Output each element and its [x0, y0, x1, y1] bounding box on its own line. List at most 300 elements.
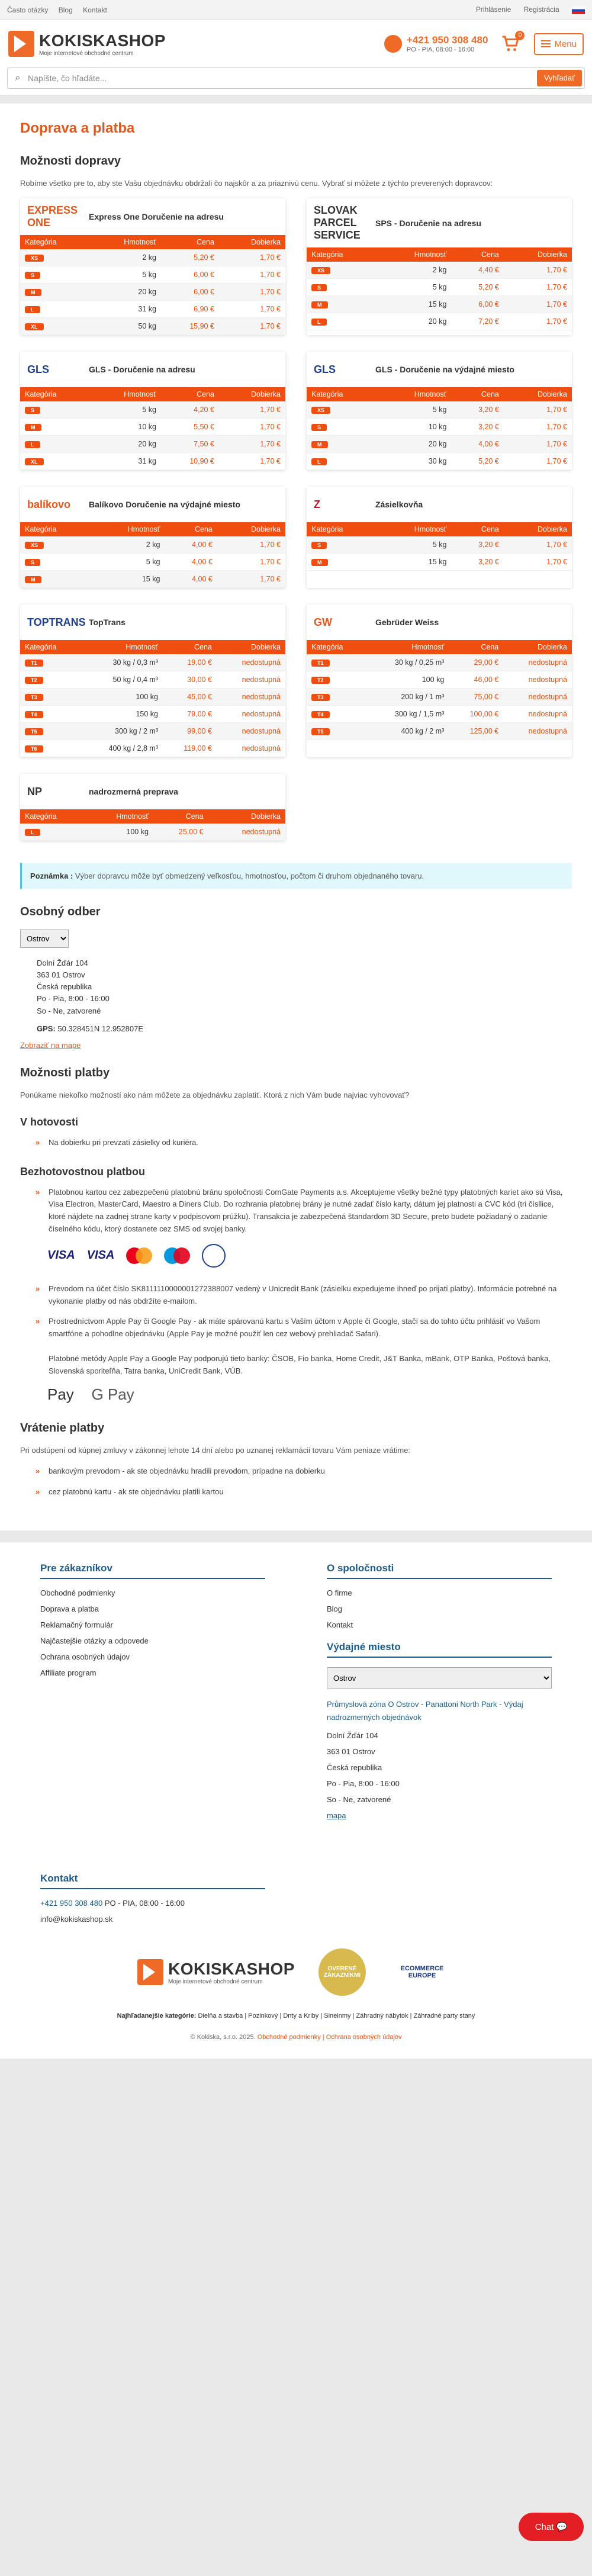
- price-cell: 25,00 €: [178, 828, 204, 836]
- cod-cell: nedostupná: [242, 828, 281, 836]
- ecommerce-europe-badge[interactable]: ECOMMERCE EUROPE: [400, 1965, 444, 1979]
- table-cell: [503, 654, 572, 671]
- table-cell: [451, 313, 503, 330]
- column-header: Hmotnosť: [90, 235, 161, 249]
- hamburger-icon: [541, 40, 551, 47]
- cod-cell: 1,70 €: [546, 558, 567, 566]
- table-cell: [90, 419, 161, 436]
- weight-cell: 200 kg / 1 m³: [401, 693, 445, 701]
- table-cell: [217, 554, 285, 571]
- pickup-heading: Osobný odber: [20, 905, 101, 918]
- weight-cell: 10 kg: [138, 423, 156, 431]
- price-cell: 3,20 €: [478, 558, 499, 566]
- carrier-price-table: [307, 640, 572, 740]
- column-header: Dobierka: [504, 522, 572, 536]
- table-cell: [20, 536, 92, 554]
- table-cell: [90, 301, 161, 318]
- cod-cell: 1,70 €: [260, 541, 281, 549]
- weight-cell: 20 kg: [138, 288, 156, 296]
- table-cell: [504, 401, 572, 419]
- footer-link[interactable]: Kontakt: [327, 1620, 353, 1629]
- table-cell: [161, 453, 219, 470]
- footer-link[interactable]: Reklamačný formulár: [40, 1620, 113, 1629]
- table-cell: [449, 654, 503, 671]
- table-row: [20, 706, 285, 723]
- table-cell: [20, 436, 90, 453]
- top-link-faq[interactable]: Často otázky: [7, 5, 49, 14]
- weight-cell: 5 kg: [432, 283, 447, 291]
- table-row: [20, 554, 285, 571]
- payment-lead: Ponúkame niekoľko možností ako nám môžete za objednávku zaplatiť. Ktorá z nich Vám bude najviac vyhovovať?: [20, 1090, 410, 1099]
- language-flag-icon[interactable]: [572, 7, 585, 14]
- category-tag: T5: [25, 728, 43, 735]
- carrier-logo-icon: balíkovo: [27, 498, 71, 510]
- cart-count-badge: 0: [515, 31, 525, 40]
- category-tag: T5: [311, 728, 330, 735]
- table-cell: [161, 284, 219, 301]
- table-cell: [219, 301, 285, 318]
- table-cell: [503, 723, 572, 740]
- table-cell: [161, 266, 219, 284]
- table-cell: [378, 262, 451, 279]
- carrier-name: Gebrüder Weiss: [375, 618, 439, 627]
- table-cell: [90, 284, 161, 301]
- footer-link[interactable]: O firme: [327, 1588, 352, 1597]
- search-icon: ⌕: [15, 73, 21, 83]
- login-link[interactable]: Prihlásenie: [475, 5, 511, 14]
- table-cell: [307, 654, 365, 671]
- cod-cell: 1,70 €: [260, 423, 281, 431]
- weight-cell: 5 kg: [432, 406, 447, 414]
- table-row: [307, 554, 572, 571]
- table-cell: [20, 689, 79, 706]
- column-header: Cena: [153, 809, 208, 824]
- category-tag: T4: [25, 711, 43, 718]
- table-cell: [307, 706, 365, 723]
- table-cell: [307, 313, 378, 330]
- price-cell: 99,00 €: [187, 727, 212, 735]
- price-cell: 4,00 €: [192, 541, 213, 549]
- cod-cell: 1,70 €: [546, 423, 567, 431]
- price-cell: 5,20 €: [478, 457, 499, 465]
- cod-cell: 1,70 €: [260, 322, 281, 330]
- weight-cell: 20 kg: [428, 317, 447, 326]
- column-header: Kategória: [20, 522, 92, 536]
- table-cell: [161, 301, 219, 318]
- table-cell: [451, 401, 503, 419]
- diners-club-icon: [202, 1244, 226, 1268]
- table-cell: [378, 279, 451, 296]
- table-cell: [307, 671, 365, 689]
- price-cell: 3,20 €: [478, 541, 499, 549]
- carrier-price-table: [307, 522, 572, 571]
- category-tag: XS: [311, 407, 330, 414]
- footer-link[interactable]: Blog: [327, 1604, 343, 1613]
- pickup-line: Po - Pia, 8:00 - 16:00: [37, 994, 110, 1004]
- table-cell: [20, 301, 90, 318]
- table-cell: [451, 536, 503, 554]
- footer-pickup-select[interactable]: [327, 1667, 552, 1689]
- footer-pickup-line: So - Ne, zatvorené: [327, 1795, 391, 1805]
- category-tag: S: [311, 424, 327, 431]
- table-cell: [504, 313, 572, 330]
- weight-cell: 5 kg: [142, 406, 156, 414]
- table-row: [307, 279, 572, 296]
- table-cell: [163, 671, 217, 689]
- carrier-logo-icon: Z: [314, 498, 320, 510]
- pickup-address: [37, 957, 572, 1035]
- column-header: Cena: [451, 387, 503, 401]
- opening-hours: PO - PIA, 08:00 - 16:00: [406, 46, 475, 53]
- category-tag: L: [25, 829, 40, 836]
- carrier-card: [307, 198, 572, 335]
- payment-heading: Možnosti platby: [20, 1066, 110, 1079]
- weight-cell: 15 kg: [428, 300, 447, 308]
- table-cell: [307, 279, 378, 296]
- price-cell: 15,90 €: [189, 322, 214, 330]
- weight-cell: 150 kg: [136, 710, 158, 718]
- table-cell: [219, 419, 285, 436]
- carrier-price-table: [20, 387, 285, 470]
- table-row: [307, 262, 572, 279]
- price-cell: 5,20 €: [194, 253, 214, 262]
- table-row: [307, 436, 572, 453]
- weight-cell: 5 kg: [432, 541, 447, 549]
- category-tag: T2: [25, 677, 43, 684]
- column-header: Dobierka: [219, 235, 285, 249]
- table-cell: [163, 654, 217, 671]
- top-link-contact[interactable]: Kontakt: [83, 5, 107, 14]
- price-cell: 5,50 €: [194, 423, 214, 431]
- weight-cell: 31 kg: [138, 305, 156, 313]
- table-cell: [163, 706, 217, 723]
- footer-map-link[interactable]: mapa: [327, 1811, 346, 1821]
- footer: [0, 1542, 592, 2059]
- table-row: [20, 571, 285, 588]
- note-text: Výber dopravcu môže byť obmedzený veľkosťou, hmotnosťou, počtom či druhom objednaného tovaru.: [75, 871, 424, 880]
- table-row: [20, 654, 285, 671]
- table-cell: [307, 401, 378, 419]
- table-row: [20, 318, 285, 335]
- show-map-link[interactable]: Zobraziť na mape: [20, 1040, 81, 1050]
- cod-cell: nedostupná: [528, 693, 567, 701]
- footer-logo[interactable]: [137, 1959, 295, 1985]
- table-cell: [365, 671, 449, 689]
- table-cell: [503, 671, 572, 689]
- column-header: Hmotnosť: [365, 640, 449, 654]
- mastercard-icon: [126, 1247, 152, 1264]
- cod-cell: 1,70 €: [260, 253, 281, 262]
- phone-icon: [384, 35, 402, 53]
- table-cell: [163, 689, 217, 706]
- column-header: Cena: [451, 247, 503, 262]
- column-header: Kategória: [20, 387, 90, 401]
- main-content: [0, 104, 592, 1530]
- carrier-card: [20, 604, 285, 757]
- footer-logo-sub: Moje internetové obchodné centrum: [168, 1978, 263, 1985]
- cod-cell: nedostupná: [242, 710, 281, 718]
- table-cell: [217, 723, 285, 740]
- cod-cell: 1,70 €: [260, 558, 281, 566]
- table-cell: [217, 706, 285, 723]
- column-header: Dobierka: [219, 387, 285, 401]
- bank-transfer-item: » Prevodom na účet číslo SK8111110000001272388007 vedený v Unicredit Bank (zásielku expedujeme ihneď po prijatí platby). Informácie potrebné na vykonanie platby od nás obdržíte e-mailom.: [36, 1283, 572, 1308]
- table-row: [20, 536, 285, 554]
- table-cell: [92, 554, 165, 571]
- top-link-blog[interactable]: Blog: [58, 5, 73, 14]
- table-cell: [163, 740, 217, 757]
- gps-value: 50.328451N 12.952807E: [57, 1024, 143, 1033]
- table-cell: [79, 723, 163, 740]
- price-cell: 4,40 €: [478, 266, 499, 274]
- apple-google-pay-item: » Prostredníctvom Apple Pay či Google Pay - ak máte spárovanú kartu s Vaším účtom v Apple či Google, stačí sa do tohto účtu prihlásiť vo Vašom smartfóne a pohodlne objednávku (Apple Pay je možné použiť len cez webový prehliadač Safari). Platobné metódy Apple Pay a Google Pay podporujú tieto banky: ČSOB, Fio banka, Home Credit, J&T Banka, mBank, OTP Banka, Poštová banka, Slovenská sporiteľňa, Tatra banka, UniCredit Bank, VÚB.: [36, 1316, 572, 1377]
- carrier-price-table: [307, 247, 572, 330]
- table-cell: [451, 453, 503, 470]
- cod-cell: nedostupná: [528, 676, 567, 684]
- weight-cell: 100 kg: [136, 693, 158, 701]
- weight-cell: 30 kg / 0,25 m³: [394, 658, 445, 667]
- carrier-name: SPS - Doručenie na adresu: [375, 218, 481, 228]
- top-searches-links[interactable]: Dielňa a stavba | Pozinkový | Dnty a Kriby | Sineinmy | Záhradný nábytok | Záhradné party stany: [198, 2012, 475, 2019]
- table-cell: [217, 654, 285, 671]
- table-cell: [217, 689, 285, 706]
- table-row: [20, 824, 285, 841]
- cod-cell: 1,70 €: [260, 457, 281, 465]
- cod-cell: 1,70 €: [260, 305, 281, 313]
- category-tag: M: [25, 424, 41, 431]
- footer-link[interactable]: Najčastejšie otázky a odpovede: [40, 1636, 149, 1645]
- table-cell: [165, 554, 217, 571]
- carrier-card: [20, 352, 285, 470]
- price-cell: 3,20 €: [478, 406, 499, 414]
- cod-cell: nedostupná: [242, 744, 281, 752]
- table-cell: [378, 453, 451, 470]
- column-header: Hmotnosť: [378, 247, 451, 262]
- carrier-grid: [20, 198, 572, 857]
- cash-heading: V hotovosti: [20, 1115, 78, 1128]
- table-cell: [503, 689, 572, 706]
- cod-cell: 1,70 €: [260, 288, 281, 296]
- table-row: [20, 740, 285, 757]
- table-row: [20, 266, 285, 284]
- carrier-name: nadrozmerná preprava: [89, 787, 178, 796]
- column-header: Hmotnosť: [86, 809, 153, 824]
- refund-item: » cez platobnú kartu - ak ste objednávku platili kartou: [36, 1486, 572, 1498]
- table-cell: [449, 723, 503, 740]
- carrier-name: Zásielkovňa: [375, 500, 423, 509]
- category-tag: M: [311, 301, 328, 308]
- logo-mark-icon: [8, 31, 34, 57]
- carrier-header: [20, 774, 285, 809]
- price-cell: 3,20 €: [478, 423, 499, 431]
- category-tag: XS: [25, 255, 44, 262]
- carrier-logo-icon: GLS: [27, 363, 50, 375]
- chat-label: Chat: [535, 2522, 554, 2532]
- category-tag: XS: [311, 267, 330, 274]
- pickup-select[interactable]: [20, 930, 69, 948]
- table-cell: [208, 824, 286, 841]
- table-cell: [161, 318, 219, 335]
- phone-number[interactable]: +421 950 308 480: [406, 34, 488, 46]
- table-cell: [217, 571, 285, 588]
- table-row: [20, 436, 285, 453]
- carrier-card: [307, 604, 572, 757]
- table-cell: [504, 436, 572, 453]
- category-tag: M: [25, 576, 41, 583]
- logo-mark-icon: [137, 1959, 163, 1985]
- footer-email[interactable]: info@kokiskashop.sk: [40, 1915, 113, 1924]
- table-cell: [451, 262, 503, 279]
- table-cell: [79, 654, 163, 671]
- apple-pay-icon: Pay: [47, 1385, 74, 1404]
- cashless-heading: Bezhotovostnou platbou: [20, 1165, 145, 1178]
- table-cell: [20, 401, 90, 419]
- footer-pickup-line: Česká republika: [327, 1763, 382, 1773]
- table-cell: [504, 419, 572, 436]
- table-cell: [217, 671, 285, 689]
- category-tag: L: [25, 306, 40, 313]
- table-cell: [90, 266, 161, 284]
- carrier-header: [20, 604, 285, 640]
- weight-cell: 2 kg: [432, 266, 447, 274]
- table-row: [307, 671, 572, 689]
- cod-cell: nedostupná: [242, 693, 281, 701]
- delivery-heading: Možnosti dopravy: [20, 155, 121, 168]
- table-cell: [365, 723, 449, 740]
- cod-cell: 1,70 €: [260, 271, 281, 279]
- table-row: [20, 671, 285, 689]
- logo-subtitle: Moje internetové obchodné centrum: [39, 50, 134, 57]
- register-link[interactable]: Registrácia: [523, 5, 559, 14]
- footer-pickup-heading: Výdajné miesto: [327, 1641, 552, 1658]
- table-row: [307, 536, 572, 554]
- legal-links[interactable]: Obchodné podmienky | Ochrana osobných údajov: [257, 2034, 402, 2041]
- cart-button[interactable]: [500, 33, 523, 54]
- footer-phone[interactable]: +421 950 308 480: [40, 1899, 103, 1908]
- weight-cell: 20 kg: [428, 440, 447, 448]
- cod-cell: nedostupná: [242, 676, 281, 684]
- chat-button[interactable]: [519, 2513, 584, 2541]
- table-cell: [504, 453, 572, 470]
- verified-badge[interactable]: OVERENÉ ZÁKAZNÍKMI: [318, 1948, 366, 1996]
- footer-customers-heading: Pre zákazníkov: [40, 1562, 265, 1579]
- table-cell: [449, 706, 503, 723]
- weight-cell: 50 kg / 0,4 m³: [112, 676, 158, 684]
- table-row: [307, 689, 572, 706]
- supported-banks: Platobné metódy Apple Pay a Google Pay podporujú tieto banky: ČSOB, Fio banka, Home Credit, J&T Banka, mBank, OTP Banka, Poštová banka, Slovenská sporiteľňa, Tatra banka, UniCredit Bank, VÚB.: [49, 1353, 551, 1375]
- footer-link[interactable]: Affiliate program: [40, 1668, 96, 1677]
- visa-icon: VISA: [47, 1249, 75, 1262]
- category-tag: M: [25, 289, 41, 296]
- table-cell: [92, 571, 165, 588]
- category-tag: S: [25, 272, 40, 279]
- price-cell: 119,00 €: [184, 744, 212, 752]
- category-tag: T1: [311, 660, 330, 667]
- cash-item: » Na dobierku pri prevzatí zásielky od kuriéra.: [36, 1137, 572, 1149]
- search-bar: [0, 67, 592, 95]
- footer-pickup-line: 363 01 Ostrov: [327, 1747, 375, 1757]
- table-cell: [79, 671, 163, 689]
- column-header: Dobierka: [504, 387, 572, 401]
- logo[interactable]: [8, 31, 166, 57]
- cod-cell: 1,70 €: [546, 266, 567, 274]
- column-header: Dobierka: [217, 522, 285, 536]
- carrier-name: Balíkovo Doručenie na výdajné miesto: [89, 500, 240, 509]
- pickup-line: Dolní Žďár 104: [37, 959, 88, 967]
- price-cell: 19,00 €: [187, 658, 212, 667]
- category-tag: L: [311, 458, 327, 465]
- category-tag: XL: [25, 458, 44, 465]
- cod-cell: nedostupná: [242, 658, 281, 667]
- refund-lead: Pri odstúpení od kúpnej zmluvy v zákonnej lehote 14 dní alebo po uznanej reklamácii tovaru Vám peniaze vrátime:: [20, 1446, 411, 1455]
- cod-cell: 1,70 €: [260, 406, 281, 414]
- cod-cell: 1,70 €: [546, 283, 567, 291]
- category-tag: XS: [25, 542, 44, 549]
- table-row: [20, 689, 285, 706]
- weight-cell: 30 kg / 0,3 m³: [112, 658, 158, 667]
- footer-link[interactable]: Ochrana osobných údajov: [40, 1652, 130, 1661]
- logo-title: KOKISKASHOP: [39, 31, 166, 50]
- column-header: Kategória: [20, 640, 79, 654]
- footer-logo-title: KOKISKASHOP: [168, 1959, 295, 1978]
- table-cell: [378, 419, 451, 436]
- refund-item: » bankovým prevodom - ak ste objednávku hradili prevodom, prípadne na dobierku: [36, 1465, 572, 1478]
- carrier-header: [307, 352, 572, 387]
- weight-cell: 5 kg: [142, 271, 156, 279]
- search-button[interactable]: Vyhľadať: [537, 70, 582, 86]
- cod-cell: nedostupná: [242, 727, 281, 735]
- column-header: Cena: [449, 640, 503, 654]
- category-tag: L: [25, 441, 40, 448]
- table-row: [20, 453, 285, 470]
- category-tag: M: [311, 559, 328, 566]
- table-cell: [90, 436, 161, 453]
- table-cell: [307, 723, 365, 740]
- table-cell: [449, 689, 503, 706]
- table-cell: [20, 419, 90, 436]
- table-cell: [219, 284, 285, 301]
- table-cell: [20, 554, 92, 571]
- menu-label: Menu: [554, 38, 577, 49]
- table-cell: [161, 436, 219, 453]
- category-tag: T1: [25, 660, 43, 667]
- table-cell: [219, 318, 285, 335]
- category-tag: T3: [25, 694, 43, 701]
- price-cell: 10,90 €: [189, 457, 214, 465]
- column-header: Hmotnosť: [92, 522, 165, 536]
- footer-link[interactable]: Obchodné podmienky: [40, 1588, 115, 1597]
- carrier-card: [20, 487, 285, 588]
- cod-cell: 1,70 €: [546, 440, 567, 448]
- footer-hours: PO - PIA, 08:00 - 16:00: [104, 1899, 185, 1908]
- table-cell: [90, 249, 161, 266]
- note-label: Poznámka :: [30, 871, 73, 880]
- carrier-card: [20, 774, 285, 841]
- carrier-price-table: [307, 387, 572, 470]
- menu-button[interactable]: [534, 33, 584, 55]
- search-input[interactable]: Napíšte, čo hľadáte...: [28, 73, 107, 83]
- column-header: Dobierka: [503, 640, 572, 654]
- weight-cell: 2 kg: [146, 541, 160, 549]
- table-cell: [307, 262, 378, 279]
- table-cell: [20, 671, 79, 689]
- footer-link[interactable]: Doprava a platba: [40, 1604, 99, 1613]
- price-cell: 30,00 €: [187, 676, 212, 684]
- table-row: [307, 419, 572, 436]
- table-cell: [79, 706, 163, 723]
- top-bar: [0, 0, 592, 20]
- carrier-logo-icon: GW: [314, 616, 332, 628]
